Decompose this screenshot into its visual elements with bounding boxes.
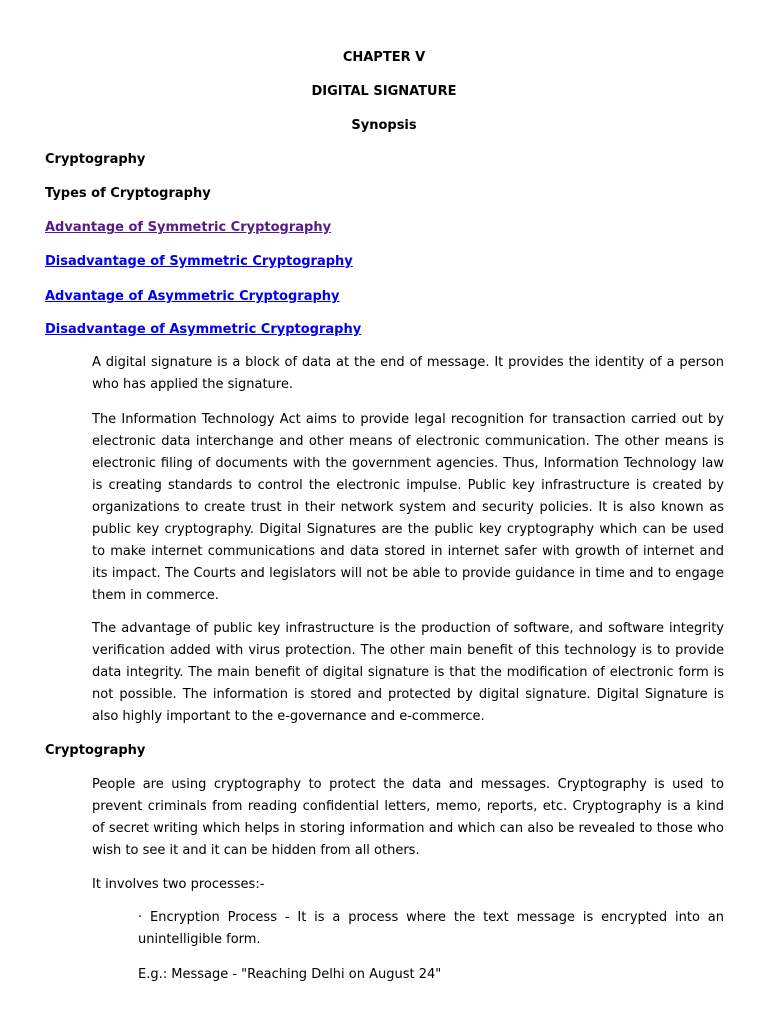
toc-types-of-cryptography: Types of Cryptography	[45, 186, 211, 201]
encryption-example: E.g.: Message - "Reaching Delhi on August 24"	[138, 967, 442, 982]
intro-paragraph-1: A digital signature is a block of data at the end of message. It provides the identity of a person who has applied the signature.	[92, 355, 724, 392]
intro-paragraph-2: The Information Technology Act aims to provide legal recognition for transaction carried out by electronic data interchange and other means of electronic communication. The other means is electronic filing of documents with the government agencies. Thus, Information Technology law is creating standards to control the electronic impulse. Public key infrastructure is created by organizations to create trust in their network system and security policies. It is also known as public key cryptography. Digital Signatures are the public key cryptography which can be used to make internet communications and data stored in internet safer with growth of internet and its impact. The Courts and legislators will not be able to provide guidance in time and to engage them in commerce.	[92, 412, 724, 603]
toc-cryptography: Cryptography	[45, 152, 146, 167]
toc-link-advantage-asymmetric[interactable]: Advantage of Asymmetric Cryptography	[45, 289, 340, 304]
section-heading-cryptography: Cryptography	[45, 743, 146, 758]
chapter-number: CHAPTER V	[342, 50, 426, 65]
toc-link-advantage-symmetric[interactable]: Advantage of Symmetric Cryptography	[45, 220, 332, 235]
toc-link-disadvantage-asymmetric[interactable]: Disadvantage of Asymmetric Cryptography	[45, 322, 362, 337]
cryptography-paragraph-2: It involves two processes:-	[92, 877, 265, 892]
cryptography-paragraph-1: People are using cryptography to protect the data and messages. Cryptography is used to prevent criminals from reading confidential letters, memo, reports, etc. Cryptography is a kind of secret writing which helps in storing information and which can also be revealed to those who wish to see it and it can be hidden from all others.	[92, 777, 724, 858]
toc-link-disadvantage-symmetric[interactable]: Disadvantage of Symmetric Cryptography	[45, 254, 353, 269]
chapter-title: DIGITAL SIGNATURE	[311, 84, 457, 99]
synopsis-heading: Synopsis	[351, 118, 417, 133]
encryption-process-item: · Encryption Process - It is a process where the text message is encrypted into an unintelligible form.	[138, 910, 724, 947]
intro-paragraph-3: The advantage of public key infrastructure is the production of software, and software integrity verification added with virus protection. The other main benefit of this technology is to provide data integrity. The main benefit of digital signature is that the modification of electronic form is not possible. The information is stored and protected by digital signature. Digital Signature is also highly important to the e-governance and e-commerce.	[92, 621, 724, 724]
